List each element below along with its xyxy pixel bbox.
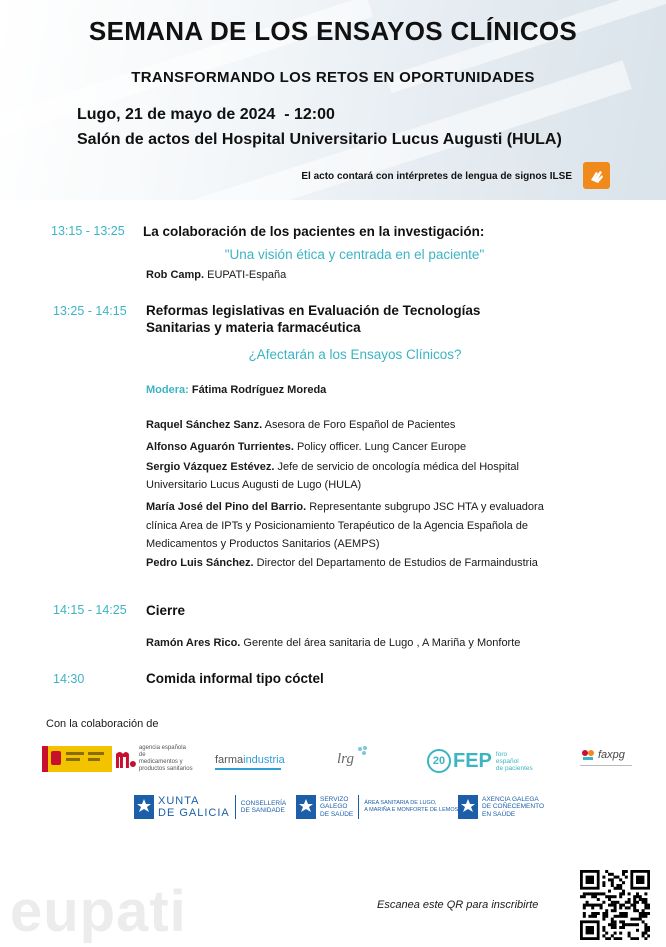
fep-20: 20 <box>427 749 451 773</box>
xunta-logo <box>134 795 286 819</box>
session-title-line: Sanitarias y materia farmacéutica <box>146 320 361 335</box>
acis-text: DE COÑECEMENTO <box>482 803 544 811</box>
gov-spain-logo <box>42 746 112 772</box>
panelist-role-cont: clínica Area de IPTs y Posicionamiento Terapéutico de la Agencia Española de <box>146 520 528 532</box>
speaker-role: EUPATI-España <box>204 269 287 281</box>
sign-language-note: El acto contará con intérpretes de lengua de signos ILSE <box>301 171 572 182</box>
session-title: La colaboración de los pacientes en la investigación: <box>143 224 485 239</box>
panelist-role-cont: Medicamentos y Productos Sanitarios (AEMPS) <box>146 538 380 550</box>
acis-logo <box>458 795 544 819</box>
event-title: SEMANA DE LOS ENSAYOS CLÍNICOS <box>88 16 578 46</box>
moderator-name: Fátima Rodríguez Moreda <box>191 384 327 396</box>
sergas-text: DE SAÚDE <box>320 810 354 818</box>
aemps-text: productos sanitarios <box>138 766 193 772</box>
panelist-role: Policy officer. Lung Cancer Europe <box>293 441 467 453</box>
sergas-logo <box>296 795 458 819</box>
speaker-line <box>146 266 286 285</box>
fep-logo <box>427 748 533 774</box>
conselleria-text: DE SANIDADE <box>240 807 285 814</box>
session-quote: "Una visión ética y centrada en el paciente" <box>224 247 485 262</box>
fep-text: español <box>495 757 519 765</box>
faxpg-mark: faxpg <box>598 749 625 761</box>
panelist-line <box>146 438 466 457</box>
panelist-name: María José del Pino del Barrio. <box>146 501 307 513</box>
farma-text: farma <box>215 754 244 766</box>
panelist-line <box>146 458 519 477</box>
session-time: 14:30 <box>53 672 85 686</box>
fep-text: de pacientes <box>495 764 533 772</box>
panelist-role: Asesora de Foro Español de Pacientes <box>262 419 456 431</box>
session-question: ¿Afectarán a los Ensayos Clínicos? <box>248 347 462 362</box>
faxpg-logo <box>580 748 632 771</box>
panelist-name: Alfonso Aguarón Turrientes. <box>146 441 294 453</box>
event-header <box>0 0 666 200</box>
event-subtitle: TRANSFORMANDO LOS RETOS EN OPORTUNIDADES <box>131 69 535 86</box>
speaker-line <box>146 634 520 653</box>
session-time: 13:15 - 13:25 <box>51 224 125 238</box>
farma-text: industria <box>243 754 285 766</box>
qr-caption: Escanea este QR para inscribirte <box>377 899 539 911</box>
session-title: Comida informal tipo cóctel <box>146 671 324 686</box>
session-title-line: Reformas legislativas en Evaluación de Tecnologías <box>146 303 481 318</box>
sergas-text: GALEGO <box>320 803 348 811</box>
session-time: 14:15 - 14:25 <box>53 603 127 617</box>
collaboration-label: Con la colaboración de <box>46 718 159 730</box>
moderator-line <box>146 381 326 400</box>
eupati-watermark: eupati <box>10 879 187 944</box>
panelist-name: Pedro Luis Sánchez. <box>146 557 254 569</box>
acis-text: EN SAÚDE <box>482 810 516 818</box>
session-title: Cierre <box>146 603 186 618</box>
xunta-text: XUNTA <box>158 795 200 807</box>
area-text: A MARIÑA E MONFORTE DE LEMOS <box>364 807 459 813</box>
speaker-role: Gerente del área sanitaria de Lugo , A Mariña y Monforte <box>240 637 521 649</box>
panelist-role: Jefe de servicio de oncología médica del Hospital <box>274 461 519 473</box>
panelist-name: Raquel Sánchez Sanz. <box>146 419 263 431</box>
session-time: 13:25 - 14:15 <box>53 304 127 318</box>
panelist-role-cont: Universitario Lucus Augusti de Lugo (HULA) <box>146 479 362 491</box>
panelist-line <box>146 554 538 573</box>
qr-code-icon[interactable] <box>580 870 650 940</box>
panelist-name: Sergio Vázquez Estévez. <box>146 461 275 473</box>
area-text: ÁREA SANITARIA DE LUGO, <box>364 799 437 806</box>
conselleria-text: CONSELLERÍA <box>240 799 287 807</box>
irg-mark: lrg <box>337 750 354 767</box>
panelist-line <box>146 416 455 435</box>
xunta-text: DE GALICIA <box>158 807 230 819</box>
aemps-text: medicamentos y <box>138 759 183 765</box>
acis-text: AXENCIA GALEGA <box>482 795 539 803</box>
aemps-logo <box>114 746 194 772</box>
fep-text: foro <box>495 750 508 758</box>
farmaindustria-logo <box>215 752 285 768</box>
event-date: Lugo, 21 de mayo de 2024 - 12:00 <box>77 106 335 123</box>
speaker-name: Ramón Ares Rico. <box>146 637 241 649</box>
panelist-role: Representante subgrupo JSC HTA y evaluadora <box>306 501 544 513</box>
event-venue: Salón de actos del Hospital Universitario Lucus Augusti (HULA) <box>77 131 562 148</box>
sign-language-icon <box>583 162 610 189</box>
speaker-name: Rob Camp. <box>146 269 205 281</box>
panelist-role: Director del Departamento de Estudios de Farmaindustria <box>253 557 538 569</box>
irg-logo <box>337 743 377 775</box>
fep-mark: FEP <box>453 749 492 772</box>
moderator-label: Modera: <box>146 384 192 396</box>
sergas-text: SERVIZO <box>320 795 349 803</box>
panelist-line <box>146 498 544 517</box>
aemps-text: agencia española de <box>138 745 186 758</box>
